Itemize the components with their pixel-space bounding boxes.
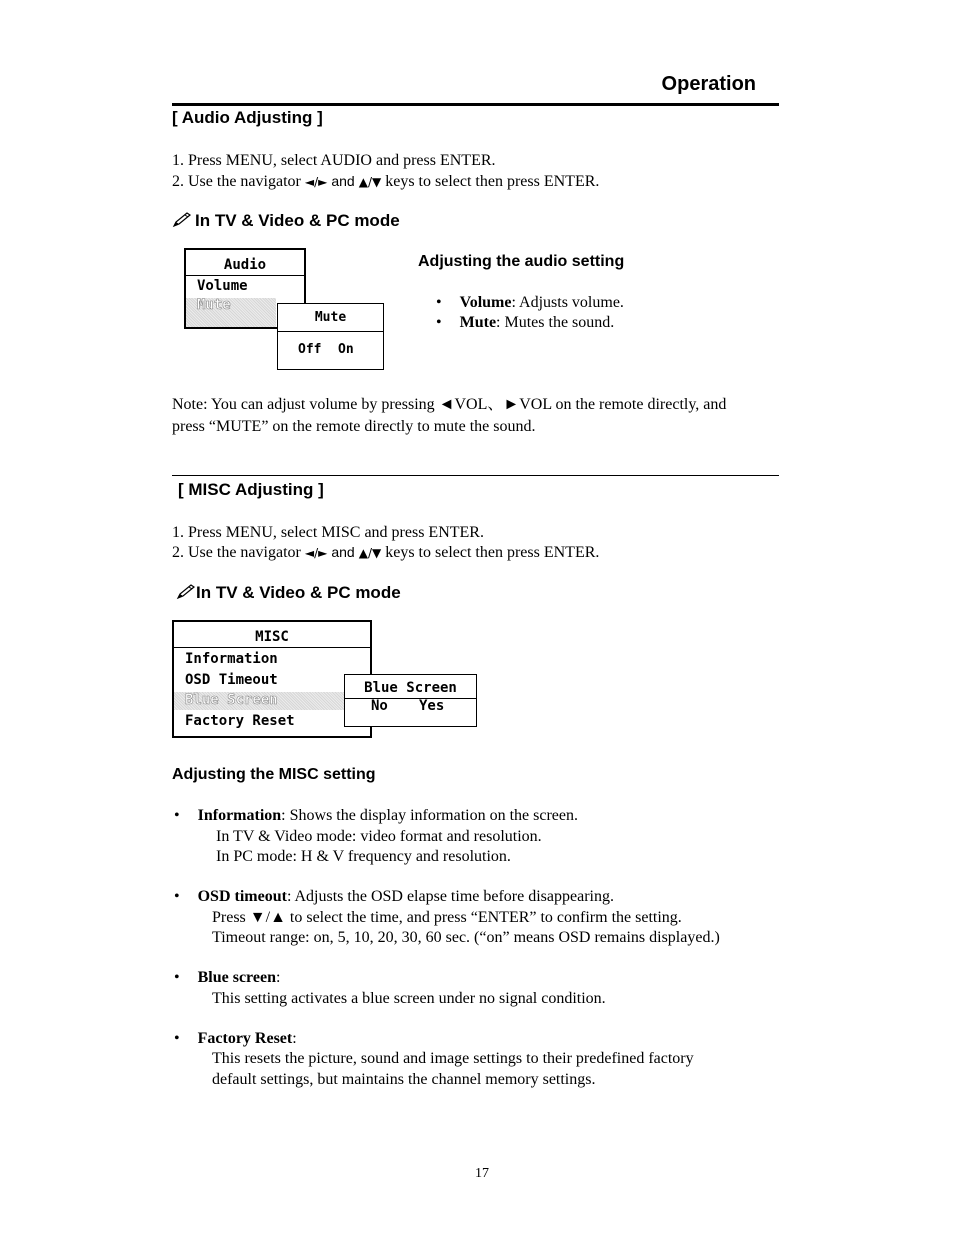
left-right-arrows-icon: ◄/►: [304, 546, 328, 560]
misc-mode-text: In TV & Video & PC mode: [196, 583, 401, 602]
pencil-icon: [172, 212, 192, 228]
page-number: 17: [475, 1166, 489, 1181]
misc-osd-title: MISC: [255, 629, 289, 645]
misc-bullet-term: OSD timeout: [197, 888, 287, 905]
misc-osd-item-factory-reset[interactable]: Factory Reset: [185, 713, 295, 729]
audio-step-2: [172, 171, 599, 193]
audio-bullet-volume: [436, 292, 624, 313]
audio-section-title: [ Audio Adjusting ]: [172, 108, 323, 127]
misc-bullet-detail: default settings, but maintains the channel memory settings.: [212, 1071, 596, 1088]
misc-bullet-detail: Timeout range: on, 5, 10, 20, 30, 60 sec. (“on” means OSD remains displayed.): [212, 929, 720, 946]
blue-screen-option-no[interactable]: No: [371, 698, 388, 714]
misc-bullet-desc: :: [292, 1030, 297, 1047]
misc-osd-menu: [172, 620, 372, 738]
misc-step-2-pre: 2. Use the navigator: [172, 544, 301, 561]
misc-step-2-and: and: [331, 544, 355, 560]
bullet-dot: •: [174, 888, 180, 905]
misc-osd-item-blue-screen[interactable]: Blue Screen: [185, 692, 278, 708]
audio-step-2-and: and: [331, 173, 355, 189]
bullet-dot: •: [174, 1030, 180, 1047]
misc-bullet-detail: This setting activates a blue screen under no signal condition.: [212, 990, 606, 1007]
mute-option-off[interactable]: Off: [298, 342, 322, 357]
misc-setting-heading: Adjusting the MISC setting: [172, 766, 376, 783]
audio-step-2-post: keys to select then press ENTER.: [385, 173, 600, 190]
misc-bullet-blue-screen: [174, 967, 280, 988]
misc-osd-item-information[interactable]: Information: [185, 651, 278, 667]
audio-osd-item-mute[interactable]: Mute: [197, 297, 231, 313]
audio-note-line-1: Note: You can adjust volume by pressing ◄VOL、►VOL on the remote directly, and: [172, 396, 727, 413]
misc-bullet-desc: : Shows the display information on the screen.: [281, 807, 579, 824]
audio-osd-title: Audio: [223, 257, 267, 273]
audio-osd-item-volume[interactable]: Volume: [197, 278, 248, 294]
bullet-dot: •: [174, 969, 180, 986]
audio-setting-heading: Adjusting the audio setting: [418, 253, 625, 270]
bullet-dot: •: [174, 807, 180, 824]
mute-submenu-divider: [278, 331, 383, 332]
left-right-arrows-icon: ◄/►: [304, 175, 328, 189]
page-header-title: Operation: [661, 73, 756, 95]
up-down-arrows-icon: ▲/▼: [358, 546, 382, 560]
audio-step-1: 1. Press MENU, select AUDIO and press ENTER.: [172, 152, 496, 169]
misc-bullet-detail: In TV & Video mode: video format and resolution.: [216, 828, 542, 845]
audio-bullet-mute: [436, 312, 614, 333]
misc-bullet-detail: In PC mode: H & V frequency and resolution.: [216, 848, 511, 865]
audio-note-line-2: press “MUTE” on the remote directly to mute the sound.: [172, 418, 536, 435]
mute-option-on[interactable]: On: [338, 342, 354, 357]
misc-bullet-information: [174, 805, 578, 826]
blue-screen-submenu: [344, 674, 477, 727]
audio-mode-line: [172, 211, 400, 231]
mute-submenu: [277, 303, 384, 370]
audio-step-2-pre: 2. Use the navigator: [172, 173, 301, 190]
misc-osd-divider: [174, 647, 370, 648]
misc-bullet-detail: This resets the picture, sound and image settings to their predefined factory: [212, 1050, 694, 1067]
misc-step-1: 1. Press MENU, select MISC and press ENTER.: [172, 524, 484, 541]
misc-bullet-desc: :: [275, 969, 281, 986]
misc-section-title: [ MISC Adjusting ]: [178, 480, 324, 499]
misc-bullet-desc: : Adjusts the OSD elapse time before disappearing.: [286, 888, 614, 905]
blue-screen-option-yes[interactable]: Yes: [419, 698, 445, 714]
audio-osd-divider: [186, 275, 304, 276]
misc-bullet-term: Factory Reset: [197, 1030, 293, 1047]
blue-screen-submenu-divider: [345, 698, 476, 699]
misc-mode-line: [176, 583, 401, 603]
misc-osd-item-osd-timeout[interactable]: OSD Timeout: [185, 672, 278, 688]
misc-bullet-factory-reset: [174, 1028, 297, 1049]
audio-bullet-term: Mute: [459, 314, 497, 331]
up-down-arrows-icon: ▲/▼: [358, 175, 382, 189]
mute-submenu-title: Mute: [314, 310, 347, 325]
misc-bullet-osd-timeout: [174, 886, 614, 907]
audio-bullet-desc: : Mutes the sound.: [496, 314, 615, 331]
audio-mode-text: In TV & Video & PC mode: [195, 211, 400, 230]
bullet-dot: •: [436, 294, 442, 311]
blue-screen-submenu-title: Blue Screen: [364, 680, 457, 696]
header-rule: [172, 103, 779, 106]
misc-bullet-detail: Press ▼/▲ to select the time, and press “ENTER” to confirm the setting.: [212, 909, 682, 926]
misc-bullet-term: Information: [197, 807, 282, 824]
audio-bullet-desc: : Adjusts volume.: [511, 294, 624, 311]
misc-step-2-post: keys to select then press ENTER.: [385, 544, 600, 561]
pencil-icon: [176, 584, 196, 600]
bullet-dot: •: [436, 314, 442, 331]
section-divider: [172, 475, 779, 476]
misc-step-2: [172, 542, 599, 564]
misc-bullet-term: Blue screen: [197, 969, 276, 986]
audio-bullet-term: Volume: [459, 294, 512, 311]
